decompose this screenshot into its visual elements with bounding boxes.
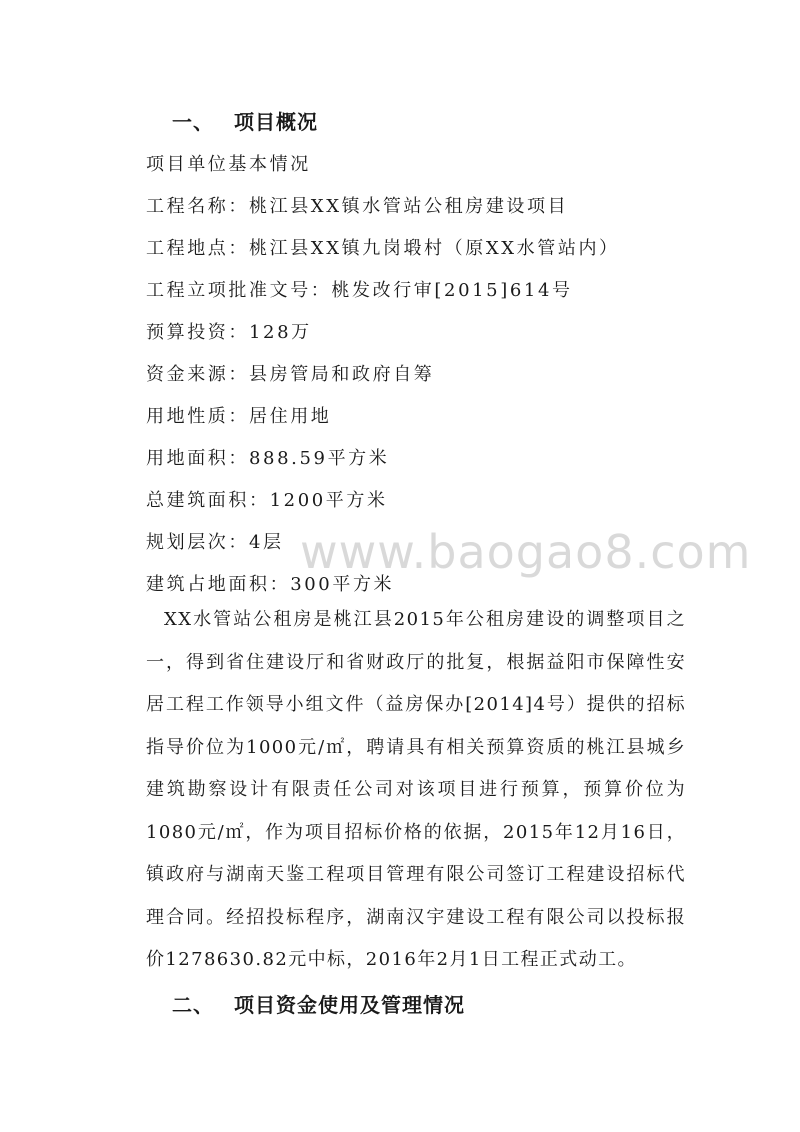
- section-2-heading: [172, 989, 465, 1018]
- field-project-name: 工程名称：桃江县XX镇水管站公租房建设项目: [146, 196, 569, 217]
- field-floors: 规划层次：4层: [146, 532, 284, 553]
- field-land-use: 用地性质：居住用地: [146, 406, 332, 427]
- field-approval-number: 工程立项批准文号：桃发改行审[2015]614号: [146, 280, 573, 301]
- section-2-title: 项目资金使用及管理情况: [234, 993, 465, 1017]
- field-footprint-area: 建筑占地面积：300平方米: [146, 574, 395, 595]
- watermark-text: www.baogao8.com: [300, 525, 752, 579]
- field-total-floor-area: 总建筑面积：1200平方米: [146, 490, 388, 511]
- field-land-area: 用地面积：888.59平方米: [146, 448, 390, 469]
- section-1-heading: [172, 106, 318, 135]
- subheading: 项目单位基本情况: [146, 154, 311, 175]
- section-1-number: 一、: [172, 110, 214, 134]
- field-fund-source: 资金来源：县房管局和政府自筹: [146, 364, 435, 385]
- body-paragraph: XX水管站公租房是桃江县2015年公租房建设的调整项目之一，得到省住建设厅和省财政厅的批复，根据益阳市保障性安居工程工作领导小组文件（益房保办[2014]4号）提供的招标指导价位为1000元/㎡，聘请具有相关预算资质的桃江县城乡建筑勘察设计有限责任公司对该项目进行预算，预算价位为1080元/㎡，作为项目招标价格的依据，2015年12月16日，镇政府与湖南天鉴工程项目管理有限公司签订工程建设招标代理合同。经招投标程序，湖南汉宇建设工程有限公司以投标报价1278630.82元中标，2016年2月1日工程正式动工。: [146, 609, 686, 970]
- section-2-number: 二、: [172, 993, 214, 1017]
- field-budget: 预算投资：128万: [146, 322, 312, 343]
- section-1-title: 项目概况: [234, 110, 318, 134]
- field-project-location: 工程地点：桃江县XX镇九岗塅村（原XX水管站内）: [146, 238, 620, 259]
